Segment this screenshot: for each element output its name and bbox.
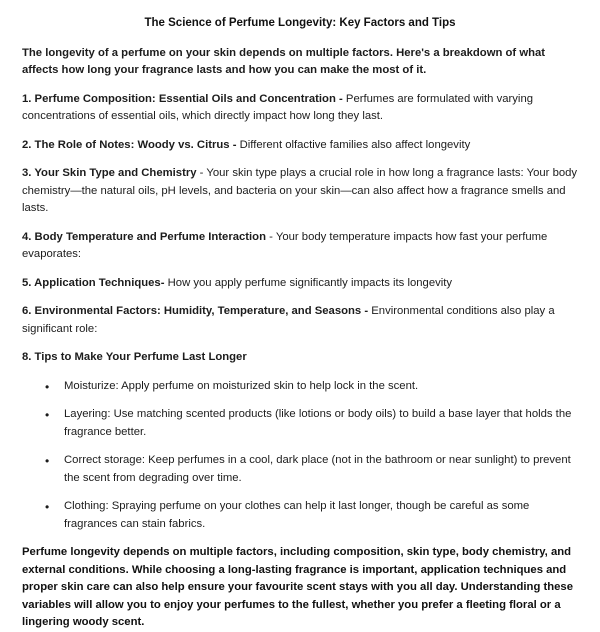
section-lead-6: 6. Environmental Factors: Humidity, Temperature, and Seasons -	[22, 305, 372, 318]
section-body-1: Perfumes are formulated with varying concentrations of essential oils, which directly impact how long they last.	[22, 92, 534, 123]
section-paragraph-2	[22, 137, 578, 155]
list-item: • Layering: Use matching scented products (like lotions or body oils) to build a base layer that holds the fragrance better.	[64, 406, 578, 441]
section-lead-3: 3. Your Skin Type and Chemistry	[22, 167, 197, 180]
section-lead-1: 1. Perfume Composition: Essential Oils and Concentration -	[22, 92, 346, 105]
section-lead-2: 2. The Role of Notes: Woody vs. Citrus -	[22, 138, 240, 151]
list-item: • Moisturize: Apply perfume on moisturized skin to help lock in the scent.	[64, 378, 578, 396]
section-paragraph-6	[22, 303, 578, 338]
section-lead-5: 5. Application Techniques-	[22, 276, 165, 289]
section-paragraph-5	[22, 275, 578, 293]
page-title: The Science of Perfume Longevity: Key Factors and Tips	[144, 17, 456, 29]
section-body-3: - Your skin type plays a crucial role in how long a fragrance lasts: Your body chemistry—the natural oils, pH levels, and bacteria on your skin—can also affect how a fragrance smells and lasts.	[22, 167, 578, 215]
section-lead-4: 4. Body Temperature and Perfume Interaction	[22, 230, 266, 243]
tips-heading: 8. Tips to Make Your Perfume Last Longer	[22, 351, 247, 364]
section-paragraph-4	[22, 229, 578, 264]
section-body-6: Environmental conditions also play a significant role:	[22, 305, 555, 335]
intro-paragraph: The longevity of a perfume on your skin depends on multiple factors. Here's a breakdown of what affects how long your fragrance lasts and how you can make the most of it.	[22, 46, 546, 77]
section-body-4: - Your body temperature impacts how fast your perfume evaporates:	[22, 230, 548, 261]
section-body-5: How you apply perfume significantly impacts its longevity	[164, 276, 453, 289]
section-body-2: Different olfactive families also affect longevity	[239, 138, 471, 151]
section-paragraph-3	[22, 165, 578, 218]
section-paragraph-1	[22, 91, 578, 126]
list-item: • Correct storage: Keep perfumes in a cool, dark place (not in the bathroom or near sunlight) to prevent the scent from degrading over time.	[64, 452, 578, 487]
list-item: • Clothing: Spraying perfume on your clothes can help it last longer, though be careful as some fragrances can stain fabrics.	[64, 498, 578, 533]
closing-paragraph: Perfume longevity depends on multiple factors, including composition, skin type, body chemistry, and external conditions. While choosing a long-lasting fragrance is important, application techniques and proper skin care can also help ensure your favourite scent stays with you all day. Understanding these variables will allow you to enjoy your perfumes to the fullest, whether you prefer a fleeting floral or a lingering woody scent.	[22, 546, 573, 629]
tips-list	[22, 378, 578, 534]
